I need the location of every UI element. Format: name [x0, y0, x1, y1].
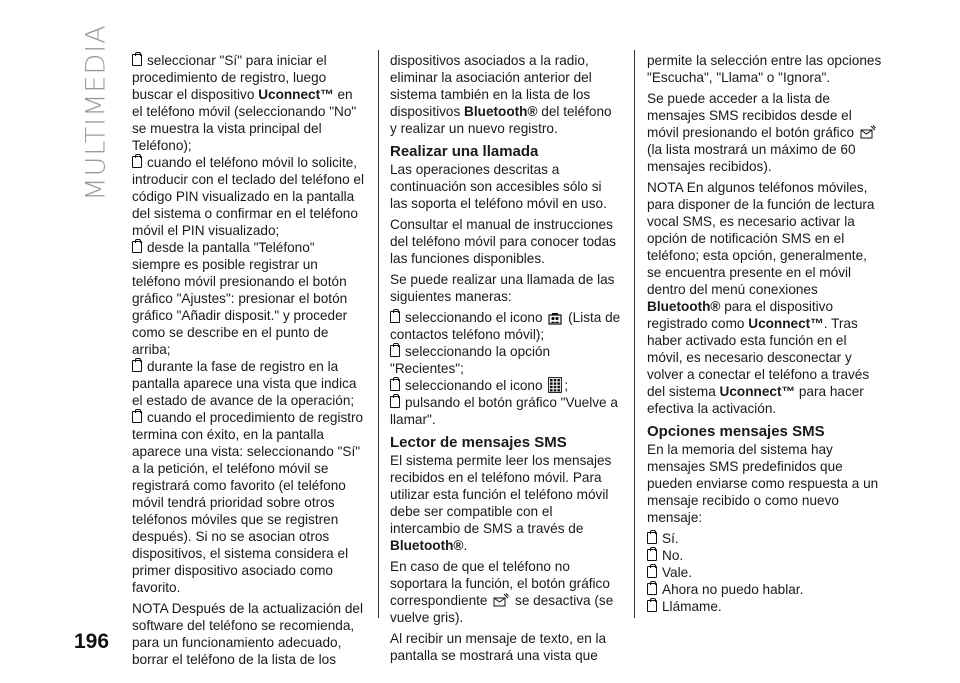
page-number: 196 [74, 630, 110, 653]
bullet-icon [132, 360, 142, 372]
bullet-icon [132, 411, 142, 423]
option-item: Llámame. [647, 598, 883, 615]
bullet-icon [390, 379, 400, 391]
bullet-item: seleccionando el icono (Lista de contactos teléfono móvil); [390, 310, 621, 342]
option-item: Vale. [647, 564, 883, 581]
text-column-1 [132, 52, 364, 672]
paragraph: Se puede realizar una llamada de las siguientes maneras: [390, 272, 615, 304]
paragraph: En caso de que el teléfono no soportara la función, el botón gráfico correspondiente se desactiva (se vuelve gris). [390, 559, 614, 625]
paragraph: dispositivos asociados a la radio, eliminar la asociación anterior del sistema también en la lista de los dispositivos Bluetooth® del teléfono y realizar un nuevo registro. [390, 53, 612, 136]
bullet-icon [132, 241, 142, 253]
sms-reader-icon [493, 593, 509, 608]
bullet-item: desde la pantalla "Teléfono" siempre es posible registrar un teléfono móvil presionando el botón gráfico "Ajustes": presionar el botón gráfico "Añadir disposit." y proceder como se describe en el punto de arriba; [132, 240, 348, 357]
bullet-icon [390, 396, 400, 408]
contacts-icon [548, 312, 562, 325]
paragraph: En la memoria del sistema hay mensajes SMS predefinidos que pueden enviarse como respuesta a un mensaje recibido o como nuevo mensaje: [647, 442, 879, 525]
paragraph: permite la selección entre las opciones "Escucha", "Llama" o "Ignora". [647, 53, 882, 85]
bullet-icon [647, 532, 657, 544]
bullet-icon [647, 549, 657, 561]
option-item: Sí. [647, 530, 883, 547]
column-divider [634, 50, 635, 618]
bullet-icon [132, 54, 142, 66]
bullet-item: seleccionar "Sí" para iniciar el procedimiento de registro, luego buscar el dispositivo Uconnect™ en el teléfono móvil (seleccionando "No" se muestra la vista principal del Teléfono); [132, 53, 357, 153]
paragraph: El sistema permite leer los mensajes recibidos en el teléfono móvil. Para utilizar esta función el teléfono móvil debe ser compatible con el intercambio de SMS a través de Bluetooth®. [390, 453, 612, 553]
paragraph: Al recibir un mensaje de texto, en la pantalla se mostrará una vista que [390, 631, 607, 663]
section-heading: Lector de mensajes SMS [390, 434, 567, 451]
bullet-icon [647, 583, 657, 595]
bullet-icon [390, 345, 400, 357]
bullet-icon [647, 566, 657, 578]
column-divider [378, 50, 379, 618]
note-paragraph: NOTA En algunos teléfonos móviles, para disponer de la función de lectura vocal SMS, es necesario activar la opción de notificación SMS en el teléfono; esta opción, generalmente, se encuentra presente en el móvil dentro del menú conexiones Bluetooth® para el dispositivo registrado como Uconnect™. Tras haber activado esta función en el móvil, es necesario desconectar y volver a conectar el teléfono a través del sistema Uconnect™ para hacer efectiva la activación. [647, 180, 875, 416]
bullet-icon [132, 156, 142, 168]
section-side-label: MULTIMEDIA [80, 23, 112, 201]
bullet-icon [647, 600, 657, 612]
text-column-3 [647, 52, 883, 615]
bullet-item: seleccionando el icono ; [390, 377, 622, 394]
note-paragraph: NOTA Después de la actualización del software del teléfono se recomienda, para un funcionamiento adecuado, borrar el teléfono de la lista de los [132, 601, 363, 667]
sms-reader-icon [860, 125, 876, 140]
keypad-icon [548, 377, 562, 393]
section-heading: Realizar una llamada [390, 143, 539, 160]
paragraph: Las operaciones descritas a continuación son accesibles sólo si las soporta el teléfono móvil en uso. [390, 162, 607, 211]
section-heading: Opciones mensajes SMS [647, 423, 825, 440]
bullet-icon [390, 311, 400, 323]
bullet-item: seleccionando la opción "Recientes"; [390, 344, 551, 376]
bullet-item: pulsando el botón gráfico "Vuelve a llamar". [390, 395, 618, 427]
option-item: Ahora no puedo hablar. [647, 581, 883, 598]
paragraph: Consultar el manual de instrucciones del teléfono móvil para conocer todas las funciones disponibles. [390, 217, 616, 266]
paragraph: Se puede acceder a la lista de mensajes SMS recibidos desde el móvil presionando el botón gráfico (la lista mostrará un máximo de 60 mensajes recibidos). [647, 90, 883, 175]
bullet-item: durante la fase de registro en la pantalla aparece una vista que indica el estado de avance de la operación; [132, 359, 357, 408]
bullet-item: cuando el procedimiento de registro termina con éxito, en la pantalla aparece una vista: seleccionando "Sí" a la petición, el teléfono móvil se registrará como favorito (el teléfono móvil tendrá prioridad sobre otros teléfonos móviles que se registren después). Si no se asocian otros dispositivos, el sistema considera el primer dispositivo asociado como favorito. [132, 410, 364, 595]
bullet-item: cuando el teléfono móvil lo solicite, introducir con el teclado del teléfono el código PIN visualizado en la pantalla del sistema o confirmar en el teléfono móvil el PIN visualizado; [132, 155, 364, 238]
text-column-2 [390, 52, 622, 668]
option-item: No. [647, 547, 883, 564]
